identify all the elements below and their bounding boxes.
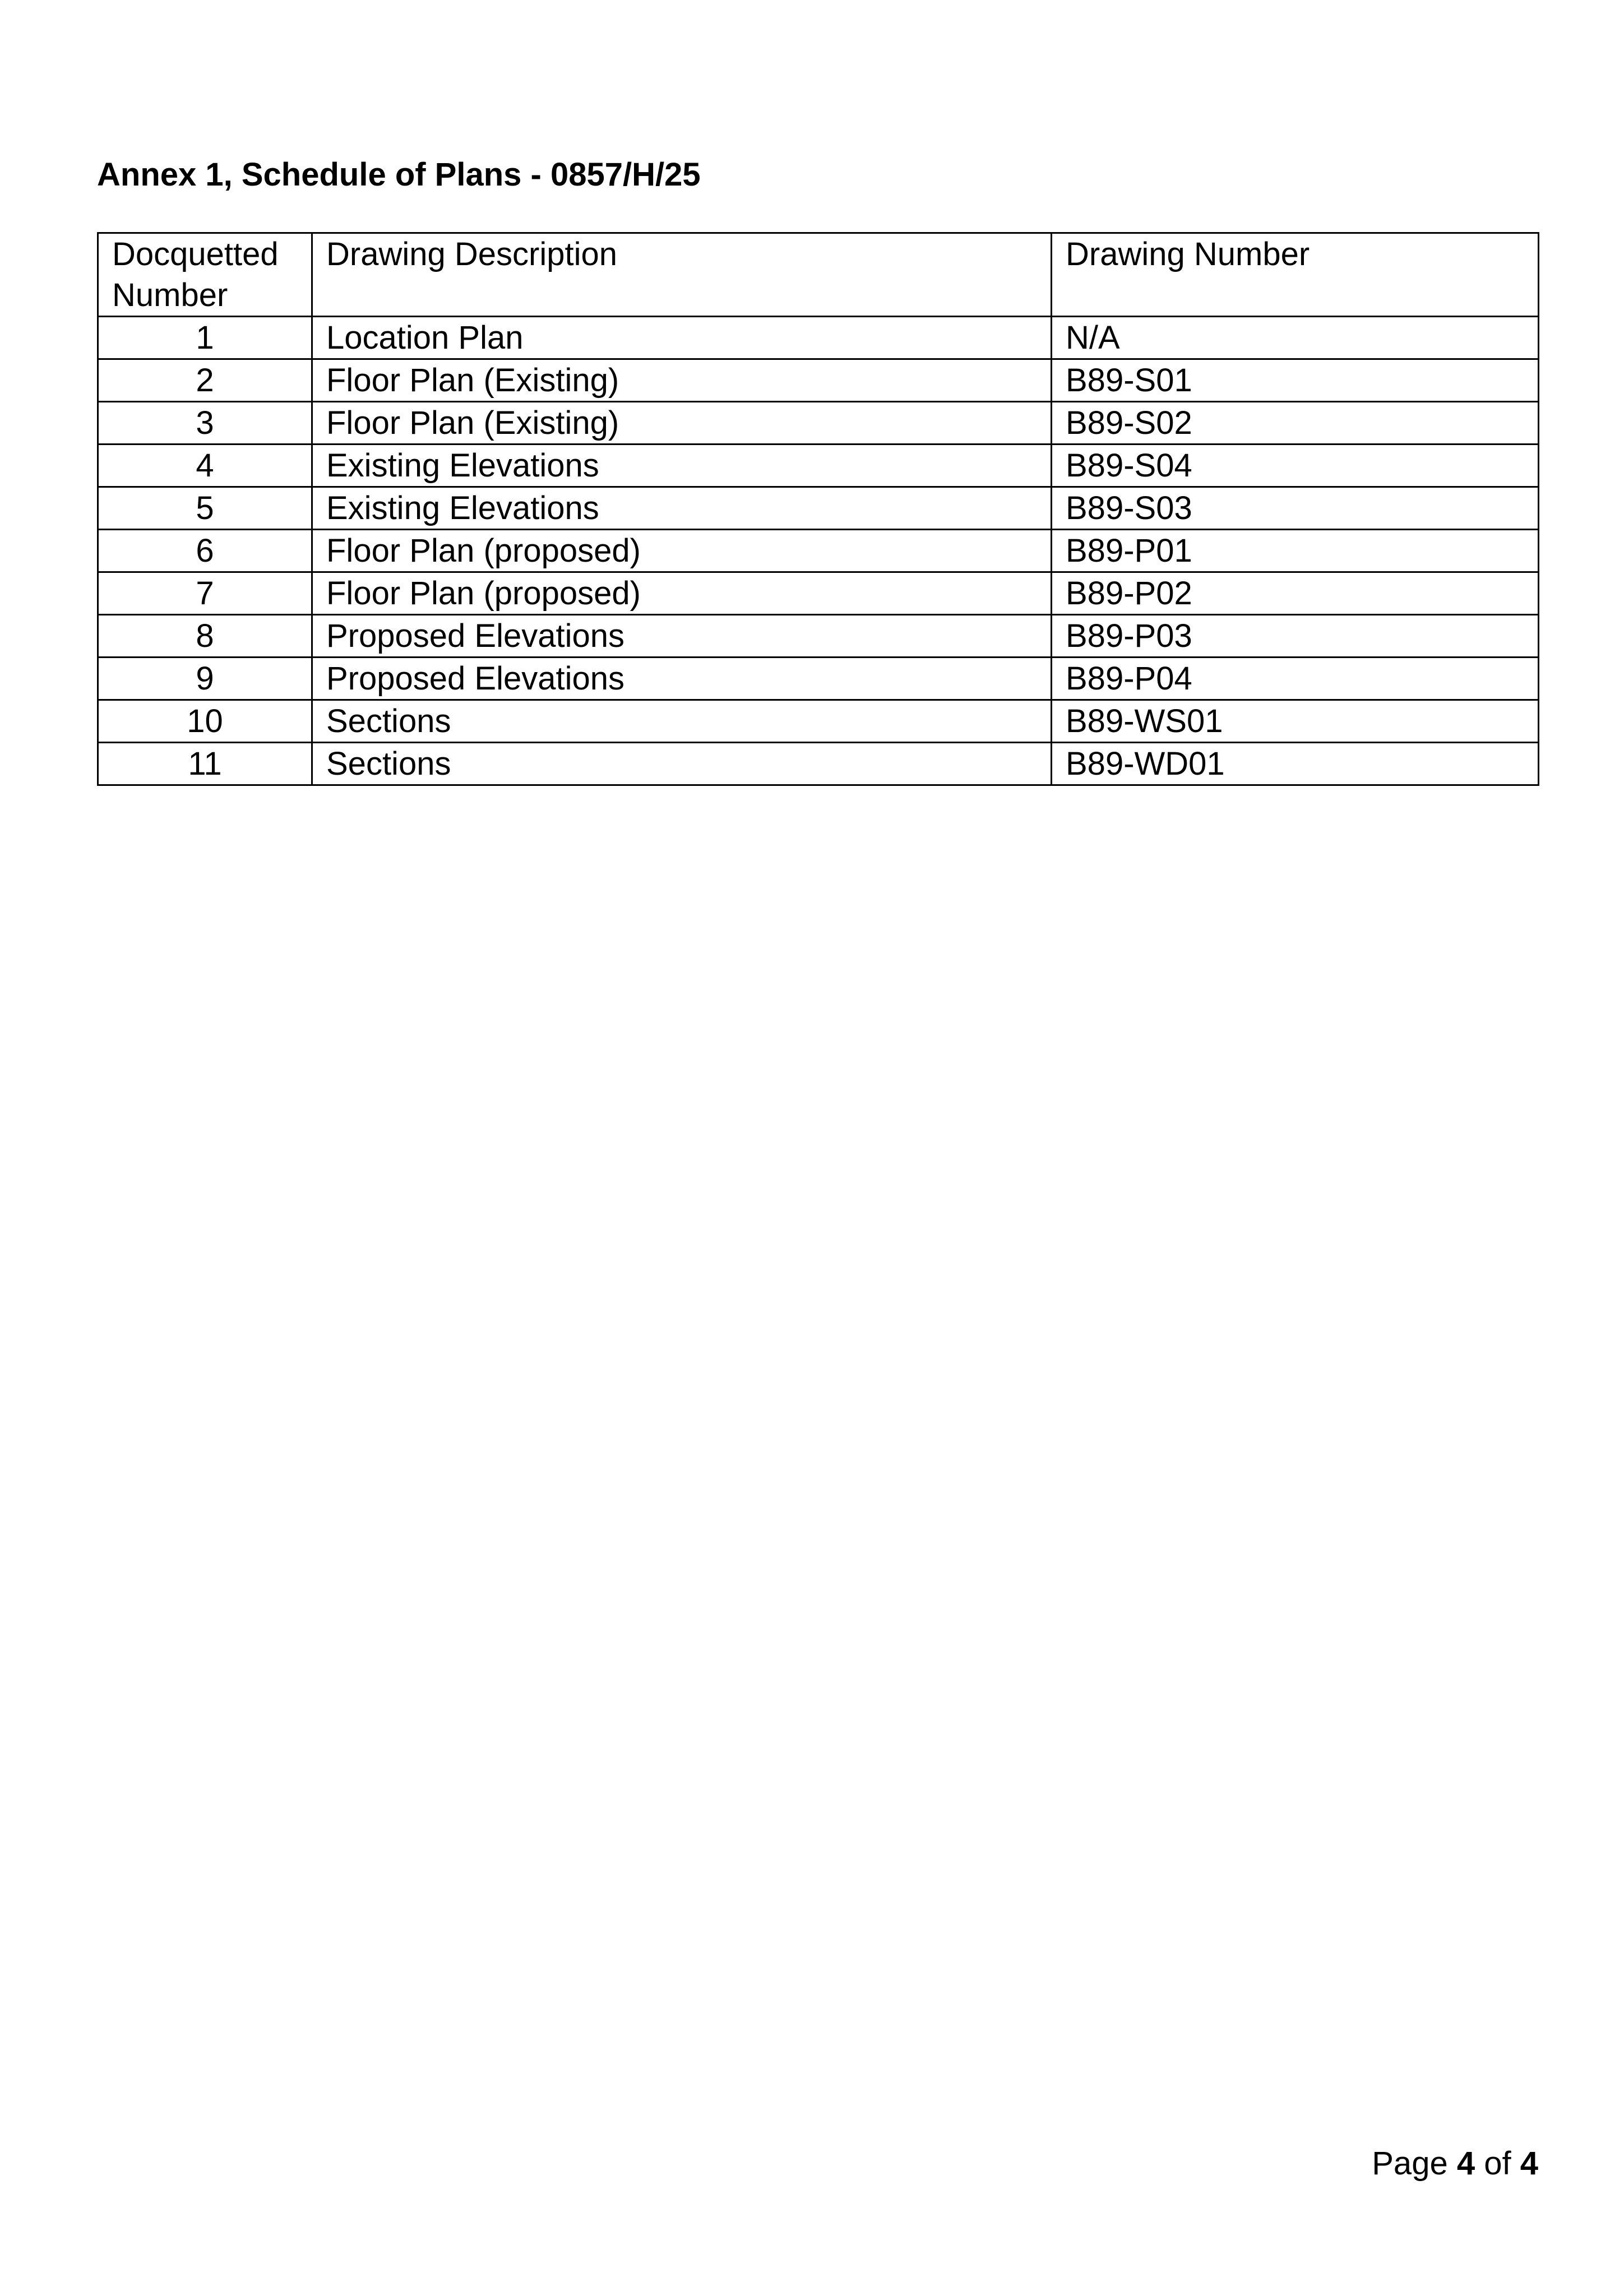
drawing-number-cell: B89-P02 <box>1052 572 1539 615</box>
header-drawing-number: Drawing Number <box>1052 233 1539 317</box>
drawing-description-cell: Existing Elevations <box>312 445 1052 487</box>
schedule-of-plans-table <box>97 232 1539 786</box>
table-row <box>98 658 1539 700</box>
drawing-description-cell: Floor Plan (proposed) <box>312 572 1052 615</box>
drawing-number-cell: B89-S03 <box>1052 487 1539 530</box>
table-row <box>98 572 1539 615</box>
docquetted-number-cell: 9 <box>98 658 312 700</box>
page-word: Page <box>1372 2145 1448 2182</box>
drawing-description-cell: Location Plan <box>312 317 1052 359</box>
docquetted-number-cell: 7 <box>98 572 312 615</box>
docquetted-number-cell: 3 <box>98 402 312 445</box>
drawing-number-cell: N/A <box>1052 317 1539 359</box>
table-row <box>98 359 1539 402</box>
drawing-description-cell: Floor Plan (proposed) <box>312 530 1052 572</box>
docquetted-number-cell: 11 <box>98 743 312 785</box>
drawing-number-cell: B89-WS01 <box>1052 700 1539 743</box>
drawing-description-cell: Floor Plan (Existing) <box>312 359 1052 402</box>
table-row <box>98 615 1539 658</box>
table-row <box>98 487 1539 530</box>
docquetted-number-cell: 2 <box>98 359 312 402</box>
drawing-number-cell: B89-P01 <box>1052 530 1539 572</box>
docquetted-number-cell: 8 <box>98 615 312 658</box>
drawing-number-cell: B89-S02 <box>1052 402 1539 445</box>
docquetted-number-cell: 10 <box>98 700 312 743</box>
drawing-number-cell: B89-P04 <box>1052 658 1539 700</box>
page-title: Annex 1, Schedule of Plans - 0857/H/25 <box>97 156 701 193</box>
drawing-number-cell: B89-S04 <box>1052 445 1539 487</box>
drawing-description-cell: Proposed Elevations <box>312 658 1052 700</box>
drawing-description-cell: Sections <box>312 700 1052 743</box>
table-row <box>98 445 1539 487</box>
page-footer <box>1372 2145 1538 2183</box>
drawing-description-cell: Proposed Elevations <box>312 615 1052 658</box>
total-pages-number: 4 <box>1520 2145 1538 2182</box>
table-row <box>98 317 1539 359</box>
header-drawing-description: Drawing Description <box>312 233 1052 317</box>
docquetted-number-cell: 5 <box>98 487 312 530</box>
drawing-number-cell: B89-WD01 <box>1052 743 1539 785</box>
drawing-description-cell: Floor Plan (Existing) <box>312 402 1052 445</box>
drawing-description-cell: Sections <box>312 743 1052 785</box>
header-docquetted-number: Docquetted Number <box>98 233 312 317</box>
of-word: of <box>1484 2145 1511 2182</box>
drawing-description-cell: Existing Elevations <box>312 487 1052 530</box>
table-row <box>98 530 1539 572</box>
drawing-number-cell: B89-P03 <box>1052 615 1539 658</box>
table-row <box>98 402 1539 445</box>
drawing-number-cell: B89-S01 <box>1052 359 1539 402</box>
table-header-row <box>98 233 1539 317</box>
table-row <box>98 700 1539 743</box>
current-page-number: 4 <box>1456 2145 1475 2182</box>
docquetted-number-cell: 4 <box>98 445 312 487</box>
table-row <box>98 743 1539 785</box>
docquetted-number-cell: 1 <box>98 317 312 359</box>
docquetted-number-cell: 6 <box>98 530 312 572</box>
